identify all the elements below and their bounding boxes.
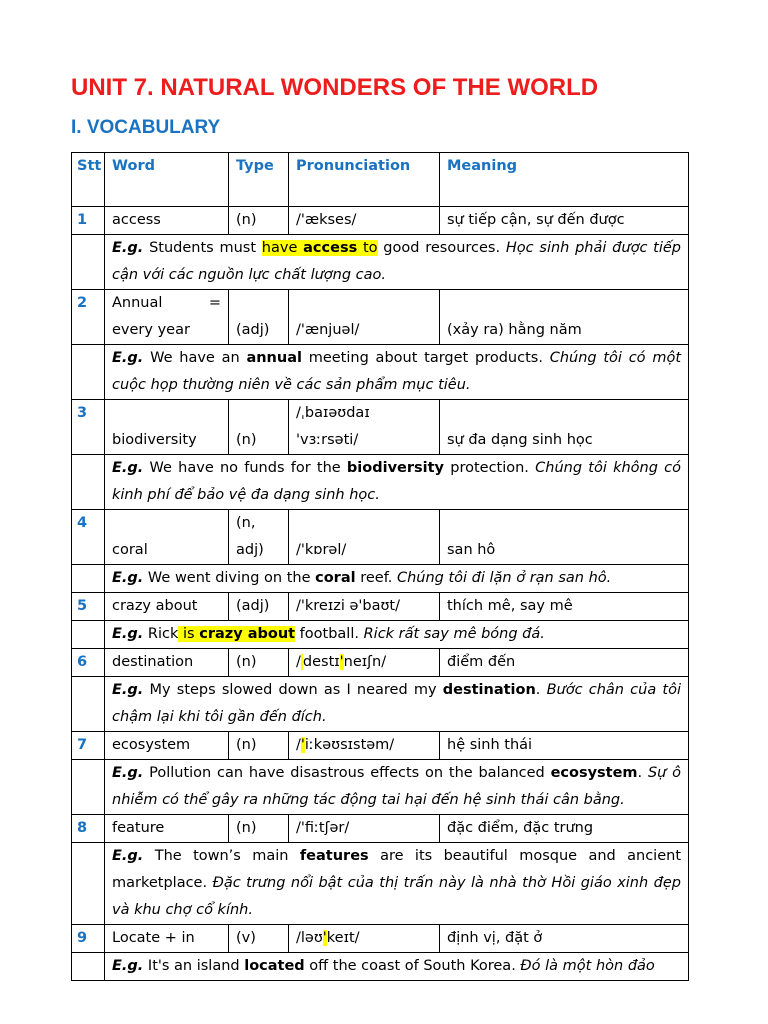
word-row: [72, 593, 689, 621]
word-cell: Locate + in: [105, 925, 229, 953]
row-number: 4: [72, 510, 105, 565]
example-cell: E.g. Rick is crazy about football. Rick rất say mê bóng đá.: [105, 621, 689, 649]
word-cell: coral: [105, 510, 229, 565]
header-word: Word: [105, 153, 229, 207]
word-row: [72, 649, 689, 677]
example-row: [72, 677, 689, 732]
row-number: 2: [72, 290, 105, 345]
word-row: [72, 510, 689, 565]
example-cell: E.g. The town’s main features are its beautiful mosque and ancient marketplace. Đặc trưng nổi bật của thị trấn này là nhà thờ Hồi giáo xinh đẹp và khu chợ cổ kính.: [105, 843, 689, 925]
page-title: UNIT 7. NATURAL WONDERS OF THE WORLD: [71, 74, 599, 101]
type-cell: (n, adj): [229, 510, 289, 565]
word-row: [72, 925, 689, 953]
header-type: Type: [229, 153, 289, 207]
word-cell: ecosystem: [105, 732, 229, 760]
row-number: 1: [72, 207, 105, 235]
type-cell: (n): [229, 207, 289, 235]
example-row: [72, 565, 689, 593]
example-cell: E.g. We went diving on the coral reef. Chúng tôi đi lặn ở rạn san hô.: [105, 565, 689, 593]
word-row: [72, 207, 689, 235]
pronunciation-cell: / destɪ'neɪʃn/: [289, 649, 440, 677]
example-row: [72, 843, 689, 925]
type-cell: (adj): [229, 593, 289, 621]
type-cell: (n): [229, 400, 289, 455]
row-number: 8: [72, 815, 105, 843]
pronunciation-cell: /'ækses/: [289, 207, 440, 235]
row-number: 3: [72, 400, 105, 455]
type-cell: (n): [229, 649, 289, 677]
pronunciation-cell: /'iːkəʊsɪstəm/: [289, 732, 440, 760]
word-row: [72, 290, 689, 345]
type-cell: (adj): [229, 290, 289, 345]
example-cell: E.g. It's an island located off the coast of South Korea. Đó là một hòn đảo: [105, 953, 689, 981]
header-row: [72, 153, 689, 207]
word-row: [72, 400, 689, 455]
meaning-cell: san hô: [440, 510, 689, 565]
vocabulary-table: [71, 152, 689, 981]
word-row: [72, 815, 689, 843]
word-cell: crazy about: [105, 593, 229, 621]
row-number: 9: [72, 925, 105, 953]
word-cell: destination: [105, 649, 229, 677]
word-row: [72, 732, 689, 760]
example-cell: E.g. Pollution can have disastrous effects on the balanced ecosystem. Sự ô nhiễm có thể gây ra những tác động tai hại đến hệ sinh thái cân bằng.: [105, 760, 689, 815]
meaning-cell: định vị, đặt ở: [440, 925, 689, 953]
example-row: [72, 455, 689, 510]
pronunciation-cell: /'fiːtʃər/: [289, 815, 440, 843]
row-number: 5: [72, 593, 105, 621]
word-cell: biodiversity: [105, 400, 229, 455]
meaning-cell: sự tiếp cận, sự đến được: [440, 207, 689, 235]
meaning-cell: (xảy ra) hằng năm: [440, 290, 689, 345]
pronunciation-cell: /'ænjuəl/: [289, 290, 440, 345]
pronunciation-cell: /ˌbaɪəʊdaɪ 'vɜːrsəti/: [289, 400, 440, 455]
row-number: 7: [72, 732, 105, 760]
type-cell: (n): [229, 815, 289, 843]
type-cell: (v): [229, 925, 289, 953]
pronunciation-cell: /'kreɪzi ə'baʊt/: [289, 593, 440, 621]
meaning-cell: sự đa dạng sinh học: [440, 400, 689, 455]
header-meaning: Meaning: [440, 153, 689, 207]
example-row: [72, 235, 689, 290]
meaning-cell: điểm đến: [440, 649, 689, 677]
word-cell: access: [105, 207, 229, 235]
word-cell: feature: [105, 815, 229, 843]
pronunciation-cell: /ləʊ'keɪt/: [289, 925, 440, 953]
pronunciation-cell: /'kɒrəl/: [289, 510, 440, 565]
example-cell: E.g. We have no funds for the biodiversity protection. Chúng tôi không có kinh phí để bảo vệ đa dạng sinh học.: [105, 455, 689, 510]
example-row: [72, 345, 689, 400]
row-number: 6: [72, 649, 105, 677]
header-stt: Stt: [72, 153, 105, 207]
header-pronunciation: Pronunciation: [289, 153, 440, 207]
section-heading: I. VOCABULARY: [71, 117, 221, 138]
example-cell: E.g. We have an annual meeting about target products. Chúng tôi có một cuộc họp thường niên về các sản phẩm mục tiêu.: [105, 345, 689, 400]
example-cell: E.g. My steps slowed down as I neared my destination. Bước chân của tôi chậm lại khi tôi gần đến đích.: [105, 677, 689, 732]
meaning-cell: hệ sinh thái: [440, 732, 689, 760]
example-cell: E.g. Students must have access to good resources. Học sinh phải được tiếp cận với các nguồn lực chất lượng cao.: [105, 235, 689, 290]
meaning-cell: đặc điểm, đặc trưng: [440, 815, 689, 843]
type-cell: (n): [229, 732, 289, 760]
example-row: [72, 760, 689, 815]
example-row: [72, 953, 689, 981]
example-row: [72, 621, 689, 649]
word-cell: Annual = every year: [105, 290, 229, 345]
meaning-cell: thích mê, say mê: [440, 593, 689, 621]
